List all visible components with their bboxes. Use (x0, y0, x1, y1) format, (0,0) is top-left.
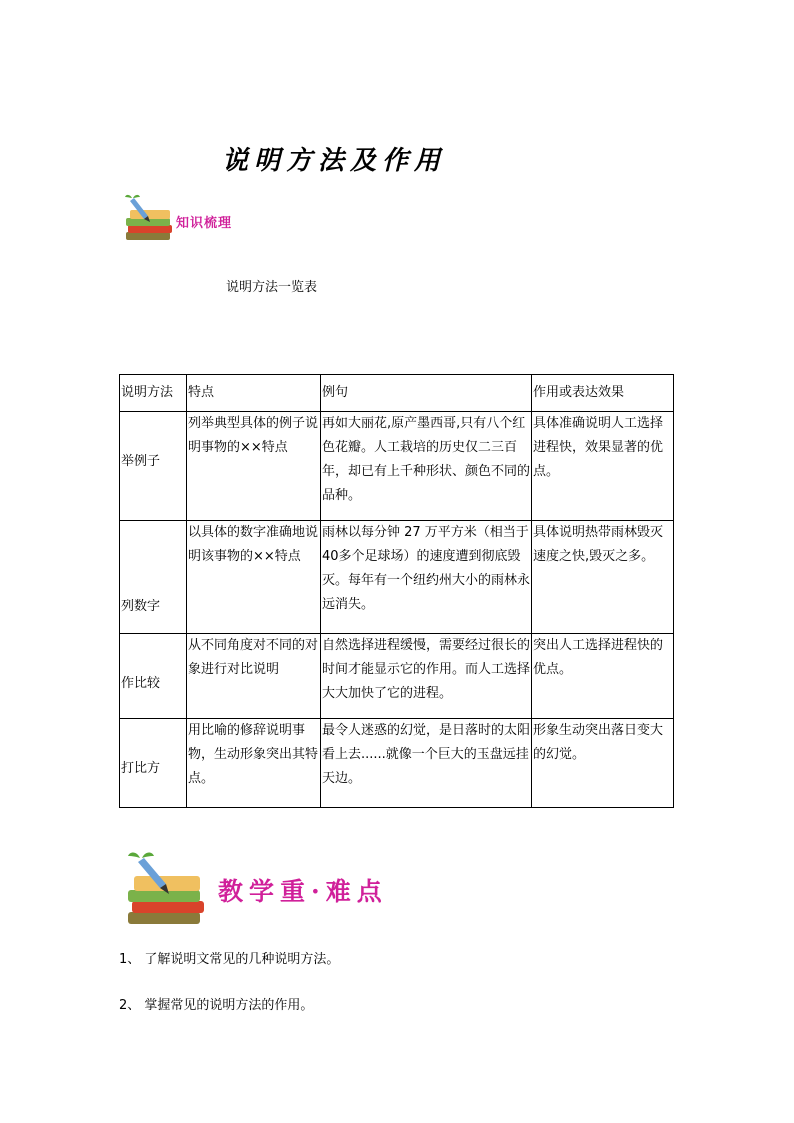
table-header-cell: 作用或表达效果 (532, 375, 674, 412)
table-header-cell: 例句 (321, 375, 532, 412)
effect-cell: 具体说明热带雨林毁灭速度之快,毁灭之多。 (532, 521, 674, 634)
method-name: 举例子 (121, 454, 161, 469)
books-pencil-icon (120, 194, 180, 244)
effect-cell: 突出人工选择进程快的优点。 (532, 634, 674, 719)
table-row (120, 719, 674, 808)
table-header-cell: 特点 (187, 375, 321, 412)
table-row (120, 521, 674, 634)
feature-cell: 列举典型具体的例子说明事物的××特点 (187, 412, 321, 521)
list-item: 2、 掌握常见的说明方法的作用。 (119, 998, 314, 1013)
feature-cell: 以具体的数字准确地说明该事物的××特点 (187, 521, 321, 634)
example-cell: 雨林以每分钟 27 万平方米（相当于 40多个足球场）的速度遭到彻底毁灭。每年有一个纽约州大小的雨林永远消失。 (321, 521, 532, 634)
table-header-cell: 说明方法 (120, 375, 187, 412)
effect-cell: 具体准确说明人工选择进程快，效果显著的优点。 (532, 412, 674, 521)
method-cell (120, 719, 187, 808)
example-cell: 自然选择进程缓慢，需要经过很长的时间才能显示它的作用。而人工选择大大加快了它的进程。 (321, 634, 532, 719)
method-name: 作比较 (121, 676, 161, 691)
section-label-knowledge: 知识梳理 (176, 216, 233, 231)
effect-cell: 形象生动突出落日变大的幻觉。 (532, 719, 674, 808)
page-title: 说明方法及作用 (222, 146, 447, 176)
table-row (120, 634, 674, 719)
list-item: 1、 了解说明文常见的几种说明方法。 (119, 952, 340, 967)
books-pencil-icon (120, 848, 216, 930)
method-cell (120, 521, 187, 634)
methods-table (119, 374, 674, 808)
table-header-row (120, 375, 674, 412)
section-label-key-points: 教学重·难点 (218, 877, 388, 906)
feature-cell: 用比喻的修辞说明事物，生动形象突出其特点。 (187, 719, 321, 808)
example-cell: 最令人迷惑的幻觉，是日落时的太阳看上去......就像一个巨大的玉盘远挂天边。 (321, 719, 532, 808)
feature-cell: 从不同角度对不同的对象进行对比说明 (187, 634, 321, 719)
table-row (120, 412, 674, 521)
example-cell: 再如大丽花,原产墨西哥,只有八个红色花瓣。人工栽培的历史仅二三百年，却已有上千种形状、颜色不同的品种。 (321, 412, 532, 521)
method-name: 打比方 (121, 761, 161, 776)
method-cell (120, 412, 187, 521)
table-title: 说明方法一览表 (226, 280, 318, 295)
method-cell (120, 634, 187, 719)
method-name: 列数字 (121, 599, 161, 614)
